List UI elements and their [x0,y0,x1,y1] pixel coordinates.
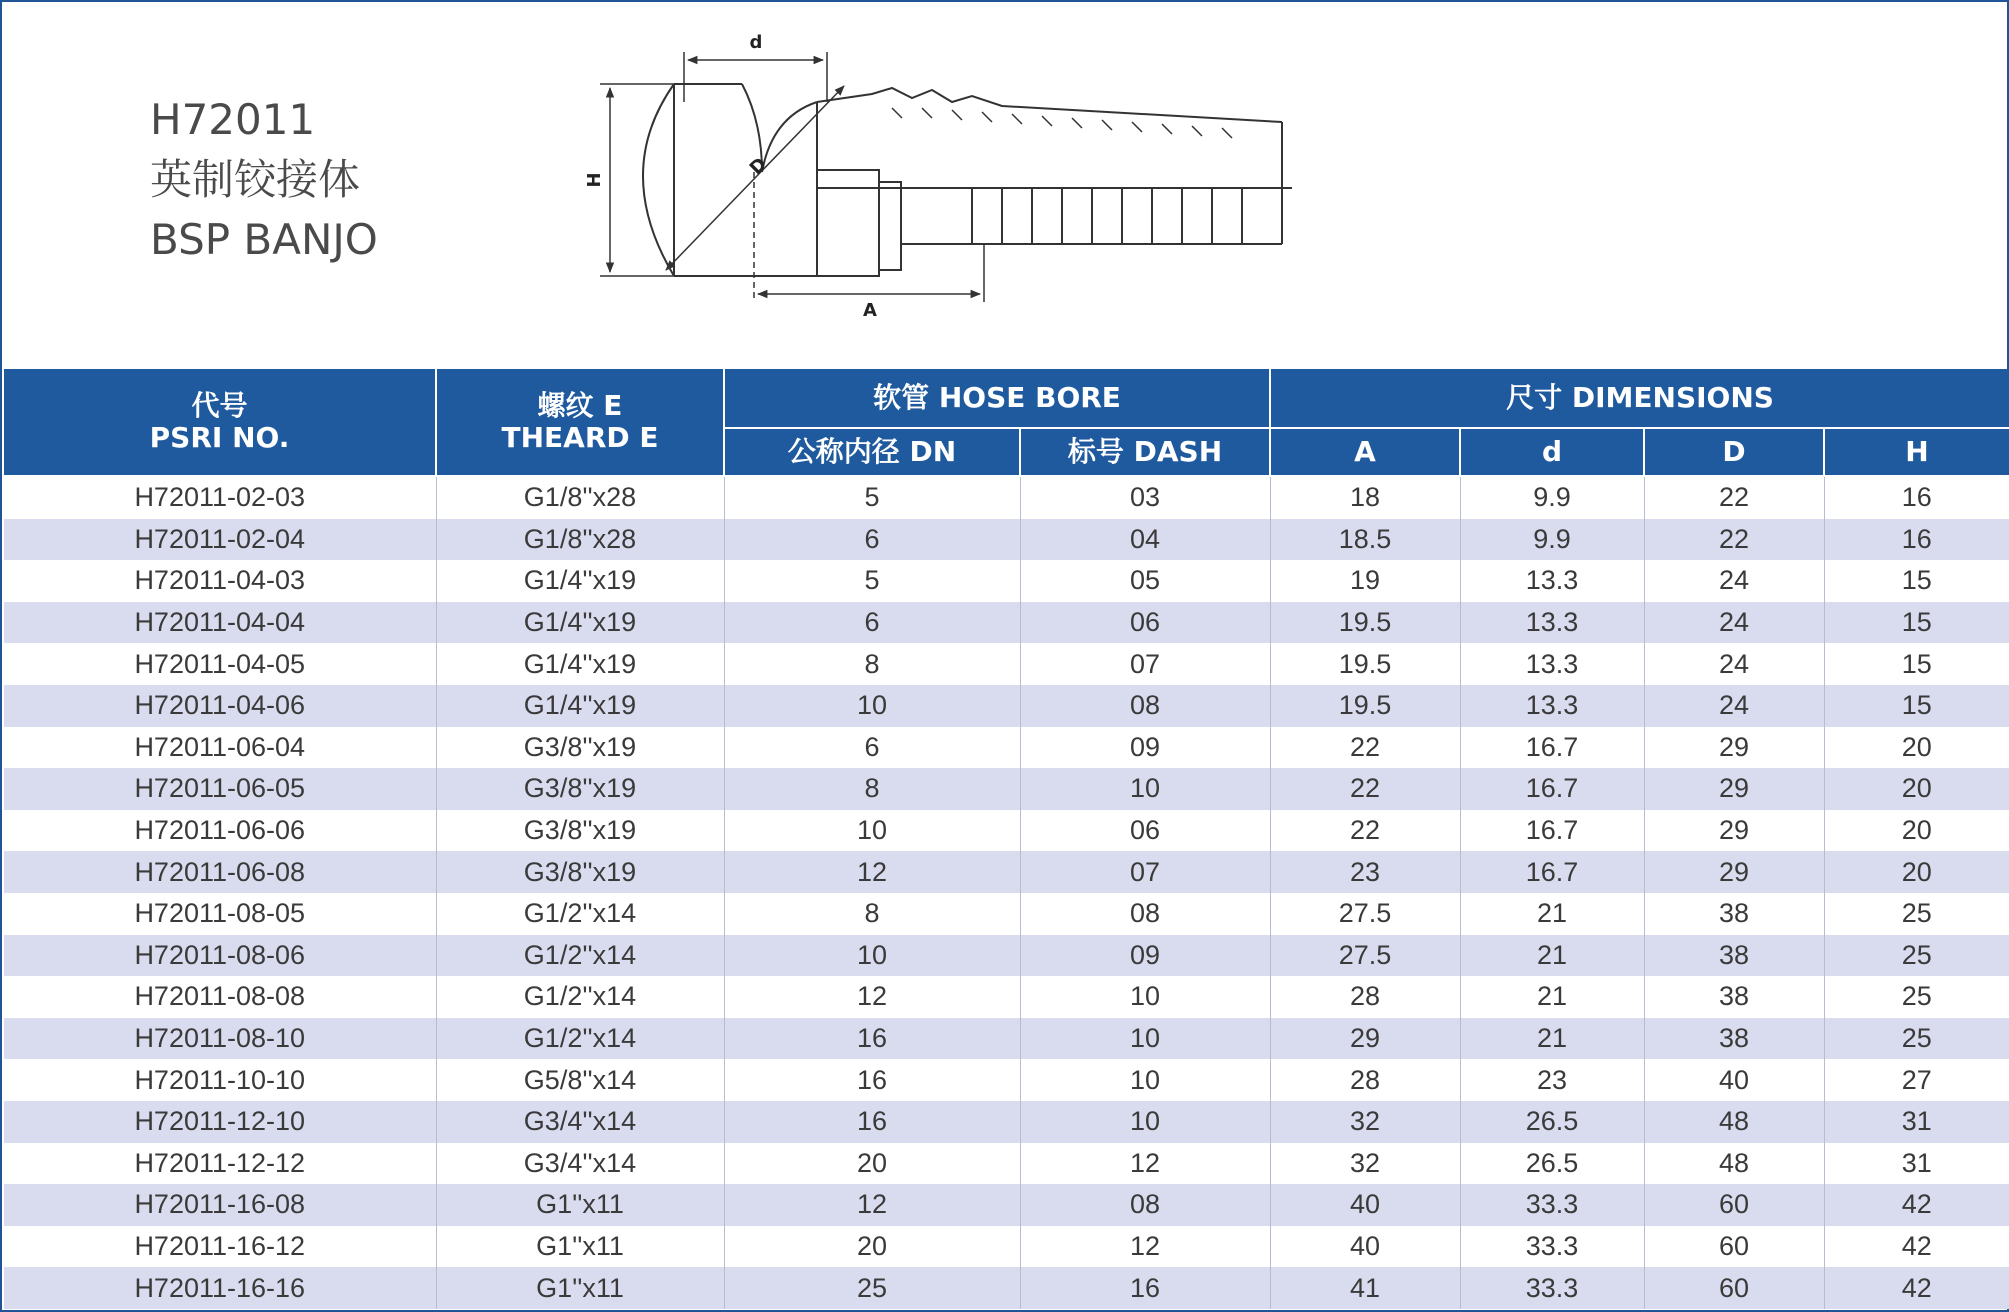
dim-label-h: H [584,172,605,188]
table-cell: 19 [1270,560,1460,602]
table-cell: 31 [1824,1101,2009,1143]
table-cell: 06 [1020,810,1270,852]
table-cell: 22 [1644,476,1824,519]
table-cell: 10 [724,935,1020,977]
table-cell: 60 [1644,1267,1824,1309]
table-cell: 60 [1644,1184,1824,1226]
table-cell: G1''x11 [436,1184,724,1226]
table-cell: 08 [1020,893,1270,935]
table-cell: H72011-08-06 [4,935,436,977]
table-cell: G1/8''x28 [436,519,724,561]
table-cell: 22 [1644,519,1824,561]
table-row [4,768,2009,810]
table-cell: 38 [1644,935,1824,977]
table-cell: H72011-04-06 [4,685,436,727]
table-cell: 09 [1020,935,1270,977]
table-cell: 08 [1020,685,1270,727]
table-cell: H72011-04-04 [4,602,436,644]
table-cell: 40 [1270,1226,1460,1268]
table-cell: G1/2''x14 [436,893,724,935]
table-cell: 48 [1644,1101,1824,1143]
table-cell: H72011-10-10 [4,1059,436,1101]
table-cell: 03 [1020,476,1270,519]
table-cell: 48 [1644,1143,1824,1185]
table-cell: 16 [724,1101,1020,1143]
table-cell: 16 [724,1018,1020,1060]
table-cell: 16 [1824,519,2009,561]
product-name-en: BSP BANJO [150,215,378,264]
table-cell: 38 [1644,976,1824,1018]
table-row [4,685,2009,727]
table-cell: 22 [1270,810,1460,852]
table-cell: 15 [1824,560,2009,602]
table-cell: 23 [1270,851,1460,893]
table-cell: 10 [1020,976,1270,1018]
table-cell: 6 [724,519,1020,561]
banjo-fitting-drawing [572,22,1292,322]
table-cell: H72011-16-08 [4,1184,436,1226]
table-cell: 07 [1020,643,1270,685]
table-cell: H72011-08-08 [4,976,436,1018]
table-cell: 15 [1824,602,2009,644]
table-cell: G3/4''x14 [436,1101,724,1143]
header-dn: 公称内径 DN [724,428,1020,476]
table-cell: 10 [724,685,1020,727]
table-cell: G1/4''x19 [436,602,724,644]
table-cell: G1/2''x14 [436,976,724,1018]
table-row [4,519,2009,561]
table-row [4,1143,2009,1185]
table-cell: 38 [1644,1018,1824,1060]
table-row [4,1101,2009,1143]
table-row [4,1226,2009,1268]
table-cell: 6 [724,727,1020,769]
table-row [4,893,2009,935]
table-cell: 10 [1020,1059,1270,1101]
table-cell: 33.3 [1460,1184,1644,1226]
table-cell: H72011-02-04 [4,519,436,561]
table-cell: 29 [1644,851,1824,893]
table-cell: 42 [1824,1267,2009,1309]
table-cell: 16.7 [1460,727,1644,769]
table-cell: 18.5 [1270,519,1460,561]
table-row [4,476,2009,519]
table-cell: 42 [1824,1184,2009,1226]
table-cell: H72011-12-12 [4,1143,436,1185]
table-row [4,935,2009,977]
table-cell: 28 [1270,1059,1460,1101]
table-cell: 24 [1644,643,1824,685]
table-cell: 25 [724,1267,1020,1309]
header-dimensions: 尺寸 DIMENSIONS [1270,369,2009,428]
table-cell: 23 [1460,1059,1644,1101]
table-cell: 32 [1270,1143,1460,1185]
table-cell: 13.3 [1460,560,1644,602]
table-cell: 16.7 [1460,768,1644,810]
table-cell: 33.3 [1460,1267,1644,1309]
table-cell: H72011-04-05 [4,643,436,685]
table-cell: 21 [1460,976,1644,1018]
table-cell: 25 [1824,893,2009,935]
table-cell: 15 [1824,643,2009,685]
table-cell: 40 [1270,1184,1460,1226]
table-cell: 33.3 [1460,1226,1644,1268]
table-cell: G1/4''x19 [436,643,724,685]
table-row [4,851,2009,893]
table-row [4,602,2009,644]
header-psri: 代号 PSRI NO. [4,369,436,476]
table-cell: 07 [1020,851,1270,893]
table-cell: 21 [1460,935,1644,977]
table-cell: 27.5 [1270,935,1460,977]
table-cell: 10 [1020,1101,1270,1143]
table-cell: 25 [1824,935,2009,977]
table-cell: 16.7 [1460,810,1644,852]
table-cell: 8 [724,893,1020,935]
table-cell: 22 [1270,727,1460,769]
table-cell: 27.5 [1270,893,1460,935]
table-cell: 16 [1020,1267,1270,1309]
table-cell: G3/8''x19 [436,851,724,893]
table-cell: 12 [724,851,1020,893]
header-d-large: D [1644,428,1824,476]
table-cell: 38 [1644,893,1824,935]
table-cell: 20 [1824,727,2009,769]
header-a: A [1270,428,1460,476]
table-row [4,1267,2009,1309]
table-cell: 42 [1824,1226,2009,1268]
table-cell: 29 [1270,1018,1460,1060]
table-cell: G3/8''x19 [436,727,724,769]
table-cell: 8 [724,643,1020,685]
table-cell: H72011-04-03 [4,560,436,602]
table-cell: G1/4''x19 [436,685,724,727]
table-cell: 6 [724,602,1020,644]
table-cell: 06 [1020,602,1270,644]
title-block [150,90,378,270]
table-cell: G1/2''x14 [436,1018,724,1060]
table-row [4,1184,2009,1226]
table-cell: H72011-08-05 [4,893,436,935]
table-cell: 29 [1644,810,1824,852]
table-cell: G3/4''x14 [436,1143,724,1185]
table-cell: 31 [1824,1143,2009,1185]
table-cell: 19.5 [1270,602,1460,644]
table-cell: 19.5 [1270,643,1460,685]
table-cell: 24 [1644,602,1824,644]
product-name-cn: 英制铰接体 [150,155,361,204]
table-cell: G1/8''x28 [436,476,724,519]
table-cell: G5/8''x14 [436,1059,724,1101]
table-cell: 29 [1644,768,1824,810]
table-cell: H72011-02-03 [4,476,436,519]
table-row [4,560,2009,602]
table-cell: 9.9 [1460,476,1644,519]
table-cell: 20 [1824,810,2009,852]
table-cell: H72011-06-06 [4,810,436,852]
table-cell: 05 [1020,560,1270,602]
table-cell: 5 [724,476,1020,519]
table-cell: G1''x11 [436,1267,724,1309]
table-cell: 13.3 [1460,602,1644,644]
table-cell: 09 [1020,727,1270,769]
table-cell: 24 [1644,560,1824,602]
table-cell: 10 [1020,1018,1270,1060]
table-cell: 13.3 [1460,643,1644,685]
table-cell: 20 [724,1226,1020,1268]
table-cell: 60 [1644,1226,1824,1268]
table-cell: H72011-16-16 [4,1267,436,1309]
table-cell: G3/8''x19 [436,810,724,852]
table-cell: G3/8''x19 [436,768,724,810]
table-cell: 21 [1460,1018,1644,1060]
table-cell: 12 [1020,1226,1270,1268]
header-hose-bore: 软管 HOSE BORE [724,369,1270,428]
header-h: H [1824,428,2009,476]
spec-table [4,369,2009,1309]
dim-label-d: d [749,32,763,53]
table-cell: 26.5 [1460,1101,1644,1143]
table-cell: 20 [1824,768,2009,810]
table-cell: 26.5 [1460,1143,1644,1185]
table-cell: 9.9 [1460,519,1644,561]
table-cell: H72011-08-10 [4,1018,436,1060]
table-cell: 27 [1824,1059,2009,1101]
table-cell: H72011-06-04 [4,727,436,769]
table-cell: 15 [1824,685,2009,727]
table-cell: 32 [1270,1101,1460,1143]
table-cell: G1/2''x14 [436,935,724,977]
table-cell: H72011-16-12 [4,1226,436,1268]
table-cell: 16.7 [1460,851,1644,893]
table-row [4,1018,2009,1060]
table-row [4,1059,2009,1101]
table-cell: 12 [724,1184,1020,1226]
table-cell: 19.5 [1270,685,1460,727]
table-cell: G1''x11 [436,1226,724,1268]
table-row [4,643,2009,685]
product-code: H72011 [150,95,316,144]
table-cell: 10 [1020,768,1270,810]
dim-label-a: A [863,300,877,321]
table-cell: 24 [1644,685,1824,727]
table-cell: 10 [724,810,1020,852]
table-cell: 20 [1824,851,2009,893]
table-cell: 12 [724,976,1020,1018]
table-cell: 21 [1460,893,1644,935]
table-cell: 08 [1020,1184,1270,1226]
table-cell: H72011-12-10 [4,1101,436,1143]
table-cell: 16 [724,1059,1020,1101]
table-cell: 41 [1270,1267,1460,1309]
table-cell: 04 [1020,519,1270,561]
table-cell: 5 [724,560,1020,602]
table-cell: H72011-06-05 [4,768,436,810]
table-row [4,810,2009,852]
table-cell: 40 [1644,1059,1824,1101]
dim-label-D: D [745,153,772,180]
table-cell: 25 [1824,1018,2009,1060]
table-cell: 8 [724,768,1020,810]
table-cell: 20 [724,1143,1020,1185]
table-cell: 13.3 [1460,685,1644,727]
header-d-small: d [1460,428,1644,476]
table-cell: 18 [1270,476,1460,519]
header-dash: 标号 DASH [1020,428,1270,476]
table-row [4,976,2009,1018]
table-cell: 12 [1020,1143,1270,1185]
table-cell: G1/4''x19 [436,560,724,602]
table-cell: 22 [1270,768,1460,810]
table-row [4,727,2009,769]
table-cell: 28 [1270,976,1460,1018]
table-cell: 25 [1824,976,2009,1018]
table-cell: H72011-06-08 [4,851,436,893]
table-cell: 29 [1644,727,1824,769]
table-cell: 16 [1824,476,2009,519]
header-thread: 螺纹 E THEARD E [436,369,724,476]
